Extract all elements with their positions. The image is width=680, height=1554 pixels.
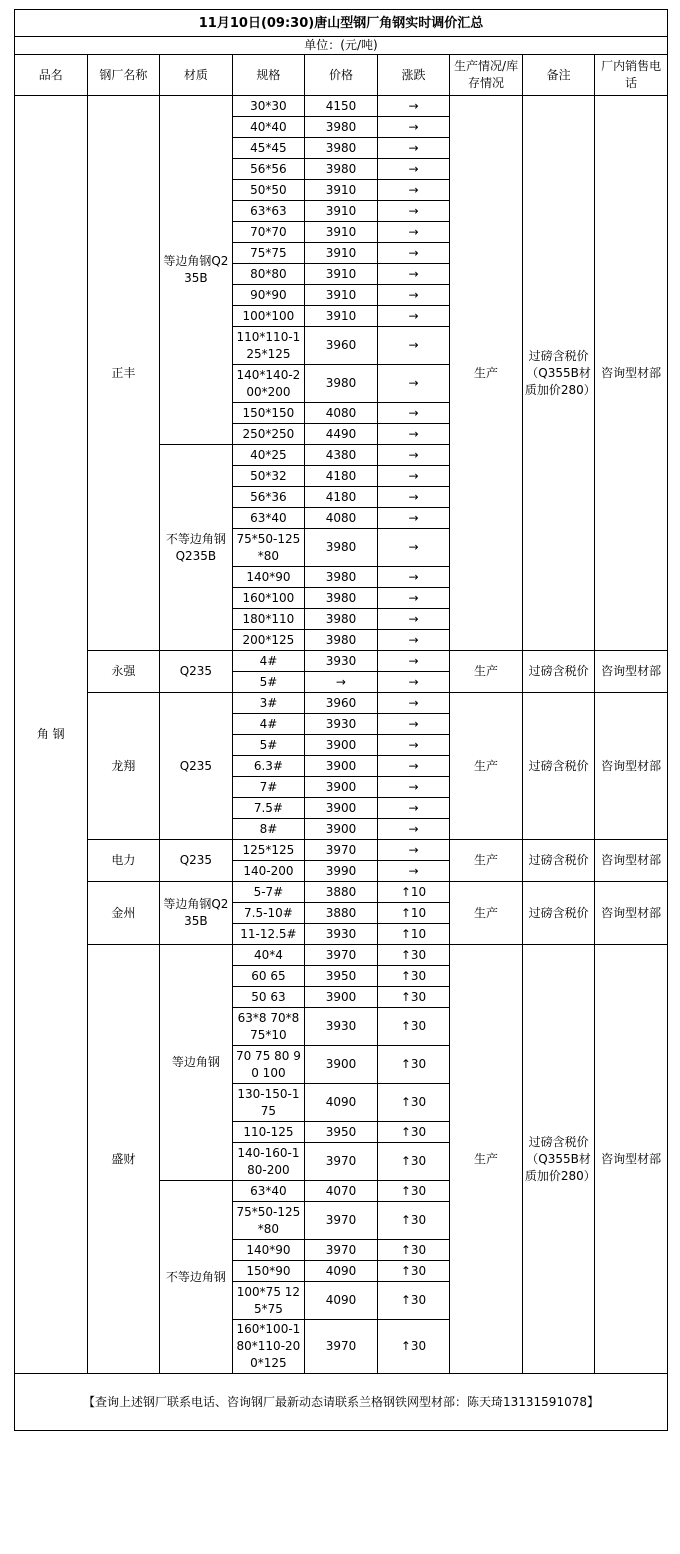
material-cell: 等边角钢Q235B (160, 882, 233, 945)
price-cell: 3900 (305, 1046, 378, 1084)
price-cell: 3900 (305, 756, 378, 777)
spec-cell: 63*8 70*8 75*10 (232, 1008, 305, 1046)
price-cell: 3970 (305, 1240, 378, 1261)
change-cell: → (377, 630, 450, 651)
change-cell: → (377, 567, 450, 588)
price-cell: 4180 (305, 487, 378, 508)
change-cell: → (377, 840, 450, 861)
price-cell: 3980 (305, 365, 378, 403)
production-status: 生产 (450, 840, 523, 882)
price-cell: 4090 (305, 1261, 378, 1282)
spec-cell: 110-125 (232, 1122, 305, 1143)
price-cell: 3970 (305, 1202, 378, 1240)
table-title: 11月10日(09:30)唐山型钢厂角钢实时调价汇总 (15, 10, 668, 37)
change-cell: ↑30 (377, 1320, 450, 1374)
price-cell: 3900 (305, 987, 378, 1008)
spec-cell: 40*25 (232, 445, 305, 466)
change-cell: ↑10 (377, 903, 450, 924)
spec-cell: 140-200 (232, 861, 305, 882)
price-cell: 3970 (305, 1143, 378, 1181)
spec-cell: 56*56 (232, 159, 305, 180)
spec-cell: 6.3# (232, 756, 305, 777)
spec-cell: 75*75 (232, 243, 305, 264)
change-cell: ↑30 (377, 1240, 450, 1261)
spec-cell: 40*4 (232, 945, 305, 966)
change-cell: → (377, 714, 450, 735)
spec-cell: 75*50-125*80 (232, 1202, 305, 1240)
price-cell: 3970 (305, 840, 378, 861)
table-row (15, 651, 668, 672)
price-cell: 4150 (305, 96, 378, 117)
spec-cell: 50*50 (232, 180, 305, 201)
price-cell: 4380 (305, 445, 378, 466)
change-cell: → (377, 365, 450, 403)
change-cell: ↑30 (377, 1046, 450, 1084)
price-cell: 4090 (305, 1282, 378, 1320)
spec-cell: 45*45 (232, 138, 305, 159)
remark-cell: 过磅含税价 (522, 651, 595, 693)
spec-cell: 4# (232, 714, 305, 735)
change-cell: ↑30 (377, 1084, 450, 1122)
spec-cell: 140*90 (232, 1240, 305, 1261)
material-cell: Q235 (160, 840, 233, 882)
price-cell: 4080 (305, 403, 378, 424)
remark-cell: 过磅含税价 (522, 882, 595, 945)
spec-cell: 11-12.5# (232, 924, 305, 945)
price-cell: 4070 (305, 1181, 378, 1202)
table-row (15, 840, 668, 861)
price-cell: 3990 (305, 861, 378, 882)
price-cell: 3910 (305, 180, 378, 201)
sales-phone-cell: 咨询型材部 (595, 882, 668, 945)
change-cell: ↑30 (377, 1008, 450, 1046)
spec-cell: 63*40 (232, 508, 305, 529)
header-remark: 备注 (522, 55, 595, 96)
change-cell: → (377, 693, 450, 714)
spec-cell: 180*110 (232, 609, 305, 630)
spec-cell: 63*40 (232, 1181, 305, 1202)
header-price: 价格 (305, 55, 378, 96)
production-status: 生产 (450, 693, 523, 840)
change-cell: → (377, 138, 450, 159)
price-cell: 3910 (305, 264, 378, 285)
change-cell: → (377, 264, 450, 285)
price-cell: 3980 (305, 567, 378, 588)
price-cell: 3880 (305, 903, 378, 924)
price-cell: 3910 (305, 306, 378, 327)
spec-cell: 4# (232, 651, 305, 672)
spec-cell: 110*110-125*125 (232, 327, 305, 365)
mill-name: 正丰 (87, 96, 160, 651)
change-cell: → (377, 222, 450, 243)
change-cell: → (377, 285, 450, 306)
price-cell: 3910 (305, 243, 378, 264)
change-cell: → (377, 819, 450, 840)
price-cell: 3910 (305, 285, 378, 306)
sales-phone-cell: 咨询型材部 (595, 693, 668, 840)
spec-cell: 60 65 (232, 966, 305, 987)
change-cell: → (377, 735, 450, 756)
table-row (15, 945, 668, 966)
change-cell: → (377, 588, 450, 609)
change-cell: → (377, 424, 450, 445)
change-cell: ↑30 (377, 1202, 450, 1240)
change-cell: → (377, 180, 450, 201)
remark-cell: 过磅含税价 (522, 840, 595, 882)
spec-cell: 140*90 (232, 567, 305, 588)
production-status: 生产 (450, 945, 523, 1374)
spec-cell: 40*40 (232, 117, 305, 138)
change-cell: ↑30 (377, 966, 450, 987)
spec-cell: 30*30 (232, 96, 305, 117)
price-cell: 3910 (305, 201, 378, 222)
header-product: 品名 (15, 55, 88, 96)
price-cell: 3980 (305, 609, 378, 630)
change-cell: → (377, 403, 450, 424)
mill-name: 龙翔 (87, 693, 160, 840)
price-cell: 3950 (305, 966, 378, 987)
remark-cell: 过磅含税价（Q355B材质加价280） (522, 945, 595, 1374)
production-status: 生产 (450, 96, 523, 651)
production-status: 生产 (450, 882, 523, 945)
price-cell: 3900 (305, 819, 378, 840)
change-cell: ↑30 (377, 1181, 450, 1202)
mill-name: 电力 (87, 840, 160, 882)
price-cell: 3930 (305, 1008, 378, 1046)
change-cell: → (377, 445, 450, 466)
price-cell: 3970 (305, 945, 378, 966)
price-cell: 3880 (305, 882, 378, 903)
change-cell: ↑30 (377, 945, 450, 966)
spec-cell: 7# (232, 777, 305, 798)
spec-cell: 5# (232, 735, 305, 756)
price-cell: 3980 (305, 630, 378, 651)
spec-cell: 200*125 (232, 630, 305, 651)
change-cell: → (377, 777, 450, 798)
change-cell: → (377, 306, 450, 327)
spec-cell: 160*100-180*110-200*125 (232, 1320, 305, 1374)
change-cell: → (377, 466, 450, 487)
change-cell: ↑30 (377, 1122, 450, 1143)
table-row (15, 96, 668, 117)
spec-cell: 70 75 80 90 100 (232, 1046, 305, 1084)
change-cell: → (377, 672, 450, 693)
spec-cell: 150*90 (232, 1261, 305, 1282)
production-status: 生产 (450, 651, 523, 693)
price-cell: 3960 (305, 693, 378, 714)
price-cell: 3900 (305, 735, 378, 756)
sales-phone-cell: 咨询型材部 (595, 945, 668, 1374)
spec-cell: 50 63 (232, 987, 305, 1008)
price-cell: 4080 (305, 508, 378, 529)
change-cell: → (377, 798, 450, 819)
change-cell: → (377, 651, 450, 672)
spec-cell: 70*70 (232, 222, 305, 243)
spec-cell: 160*100 (232, 588, 305, 609)
change-cell: → (377, 487, 450, 508)
header-material: 材质 (160, 55, 233, 96)
price-cell: 3950 (305, 1122, 378, 1143)
price-table (14, 9, 668, 1431)
price-cell: 3930 (305, 651, 378, 672)
table-body (15, 96, 668, 1374)
header-production: 生产情况/库存情况 (450, 55, 523, 96)
material-cell: 不等边角钢 (160, 1181, 233, 1374)
spec-cell: 140*140-200*200 (232, 365, 305, 403)
price-cell: 4090 (305, 1084, 378, 1122)
spec-cell: 56*36 (232, 487, 305, 508)
product-name: 角 钢 (15, 96, 88, 1374)
change-cell: → (377, 529, 450, 567)
change-cell: → (377, 327, 450, 365)
header-spec: 规格 (232, 55, 305, 96)
change-cell: → (377, 508, 450, 529)
spec-cell: 250*250 (232, 424, 305, 445)
mill-name: 永强 (87, 651, 160, 693)
price-cell: 3930 (305, 714, 378, 735)
price-cell: 3930 (305, 924, 378, 945)
price-cell: 3970 (305, 1320, 378, 1374)
change-cell: → (377, 756, 450, 777)
change-cell: → (377, 201, 450, 222)
spec-cell: 150*150 (232, 403, 305, 424)
spec-cell: 100*100 (232, 306, 305, 327)
sales-phone-cell: 咨询型材部 (595, 840, 668, 882)
price-cell: 3960 (305, 327, 378, 365)
material-cell: 不等边角钢Q235B (160, 445, 233, 651)
spec-cell: 63*63 (232, 201, 305, 222)
material-cell: Q235 (160, 651, 233, 693)
spec-cell: 130-150-175 (232, 1084, 305, 1122)
price-cell: 3900 (305, 798, 378, 819)
change-cell: → (377, 159, 450, 180)
spec-cell: 50*32 (232, 466, 305, 487)
price-cell: 3980 (305, 159, 378, 180)
price-cell: 4490 (305, 424, 378, 445)
material-cell: 等边角钢Q235B (160, 96, 233, 445)
remark-cell: 过磅含税价 (522, 693, 595, 840)
spec-cell: 8# (232, 819, 305, 840)
material-cell: 等边角钢 (160, 945, 233, 1181)
remark-cell: 过磅含税价（Q355B材质加价280） (522, 96, 595, 651)
change-cell: → (377, 609, 450, 630)
header-mill: 钢厂名称 (87, 55, 160, 96)
price-cell: 3900 (305, 777, 378, 798)
change-cell: ↑10 (377, 882, 450, 903)
spec-cell: 90*90 (232, 285, 305, 306)
unit-label: 单位：(元/吨) (15, 37, 668, 55)
change-cell: ↑30 (377, 1143, 450, 1181)
mill-name: 金州 (87, 882, 160, 945)
change-cell: → (377, 96, 450, 117)
header-phone: 厂内销售电话 (595, 55, 668, 96)
price-cell: 4180 (305, 466, 378, 487)
change-cell: → (377, 243, 450, 264)
table-row (15, 882, 668, 903)
spec-cell: 140-160-180-200 (232, 1143, 305, 1181)
spec-cell: 75*50-125*80 (232, 529, 305, 567)
change-cell: → (377, 117, 450, 138)
price-cell: 3910 (305, 222, 378, 243)
change-cell: → (377, 861, 450, 882)
change-cell: ↑10 (377, 924, 450, 945)
spec-cell: 7.5# (232, 798, 305, 819)
price-cell: 3980 (305, 117, 378, 138)
change-cell: ↑30 (377, 1261, 450, 1282)
spec-cell: 3# (232, 693, 305, 714)
spec-cell: 5-7# (232, 882, 305, 903)
material-cell: Q235 (160, 693, 233, 840)
spec-cell: 5# (232, 672, 305, 693)
change-cell: ↑30 (377, 1282, 450, 1320)
table-row (15, 693, 668, 714)
change-cell: ↑30 (377, 987, 450, 1008)
mill-name: 盛财 (87, 945, 160, 1374)
header-change: 涨跌 (377, 55, 450, 96)
footer-contact: 【查询上述钢厂联系电话、咨询钢厂最新动态请联系兰格钢铁网型材部：陈天琦13131591078】 (15, 1374, 668, 1431)
price-cell: 3980 (305, 138, 378, 159)
sales-phone-cell: 咨询型材部 (595, 96, 668, 651)
spec-cell: 80*80 (232, 264, 305, 285)
price-cell: 3980 (305, 529, 378, 567)
sales-phone-cell: 咨询型材部 (595, 651, 668, 693)
spec-cell: 125*125 (232, 840, 305, 861)
price-cell: 3980 (305, 588, 378, 609)
price-cell: → (305, 672, 378, 693)
spec-cell: 7.5-10# (232, 903, 305, 924)
spec-cell: 100*75 125*75 (232, 1282, 305, 1320)
